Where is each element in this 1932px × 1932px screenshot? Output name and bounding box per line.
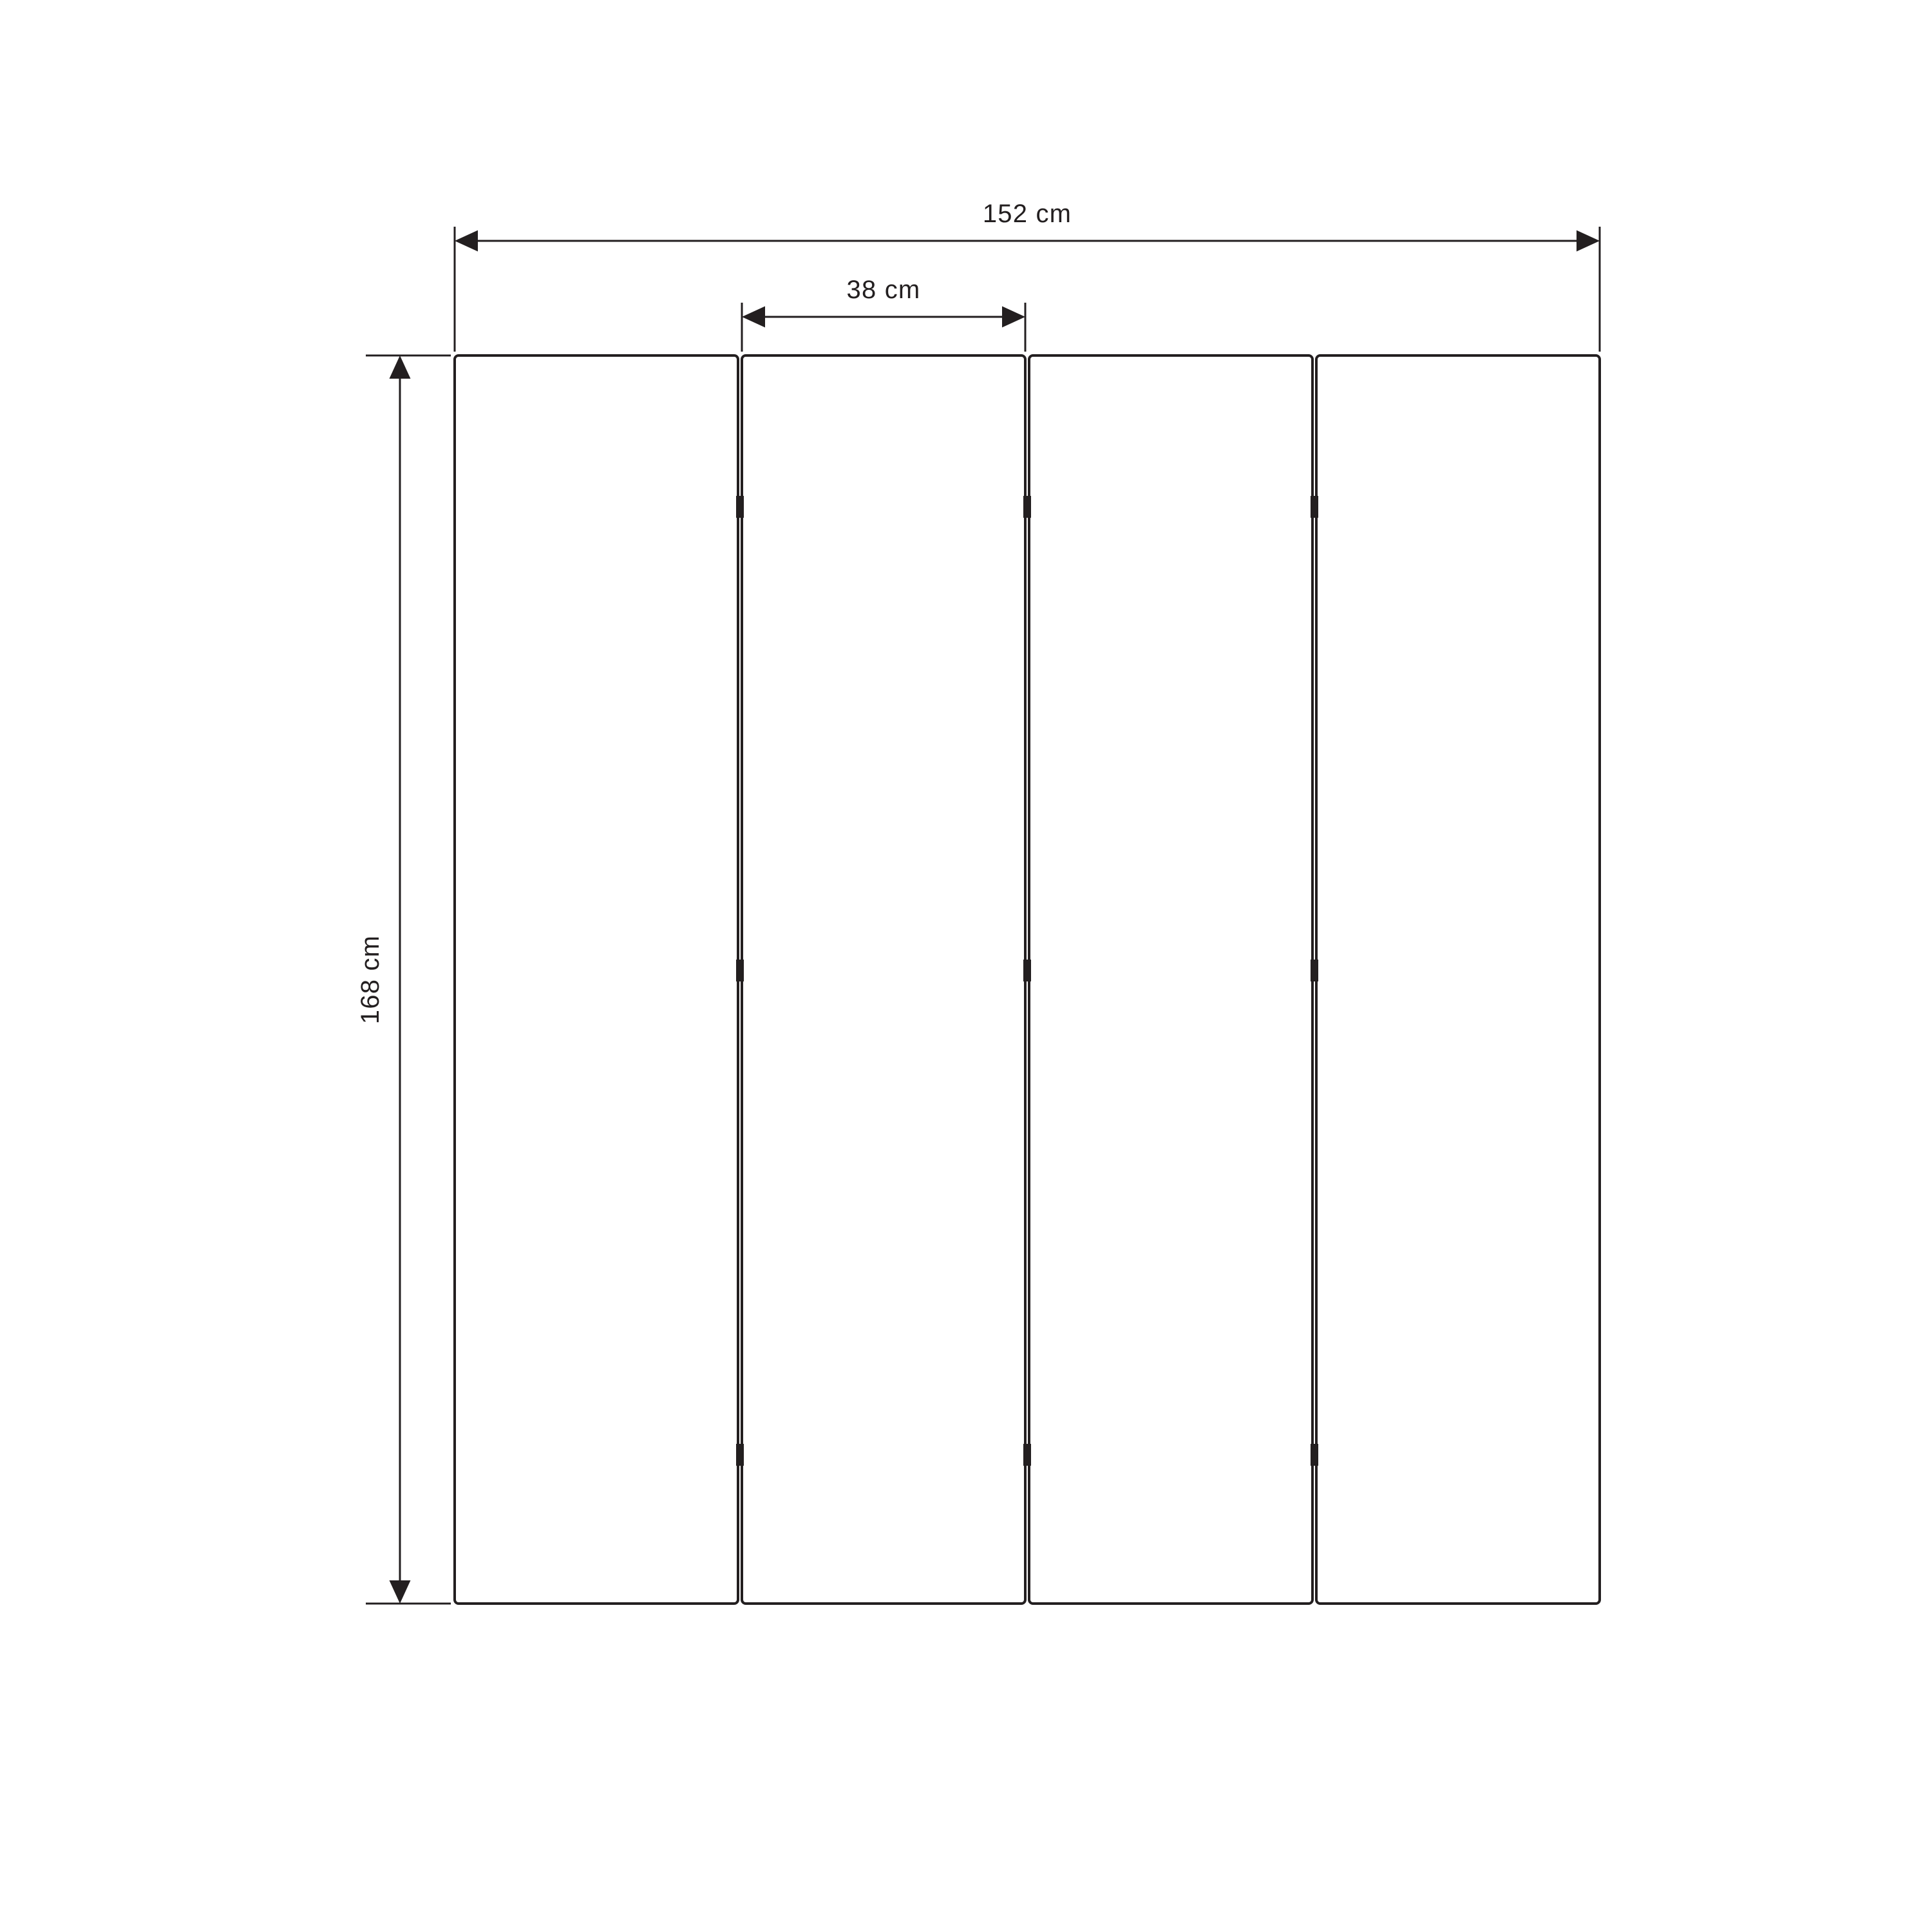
hinge-mark (1311, 960, 1318, 981)
total-width-label: 152 cm (982, 200, 1072, 228)
panel-1 (455, 355, 738, 1604)
hinge-mark (1311, 496, 1318, 518)
hinge-mark (1023, 1444, 1031, 1466)
panel-4 (1316, 355, 1600, 1604)
panel-width-dimension (742, 276, 1025, 352)
hinge-mark (1311, 1444, 1318, 1466)
total-width-dimension (455, 200, 1600, 352)
hinge-mark (736, 960, 744, 981)
hinge-mark (736, 496, 744, 518)
panel-2 (742, 355, 1025, 1604)
hinge-mark (736, 1444, 744, 1466)
hinge-mark (1023, 960, 1031, 981)
panel-width-label: 38 cm (846, 276, 921, 304)
height-dimension (356, 355, 451, 1604)
hinge-mark (1023, 496, 1031, 518)
height-label: 168 cm (356, 934, 384, 1025)
panel-3 (1029, 355, 1312, 1604)
